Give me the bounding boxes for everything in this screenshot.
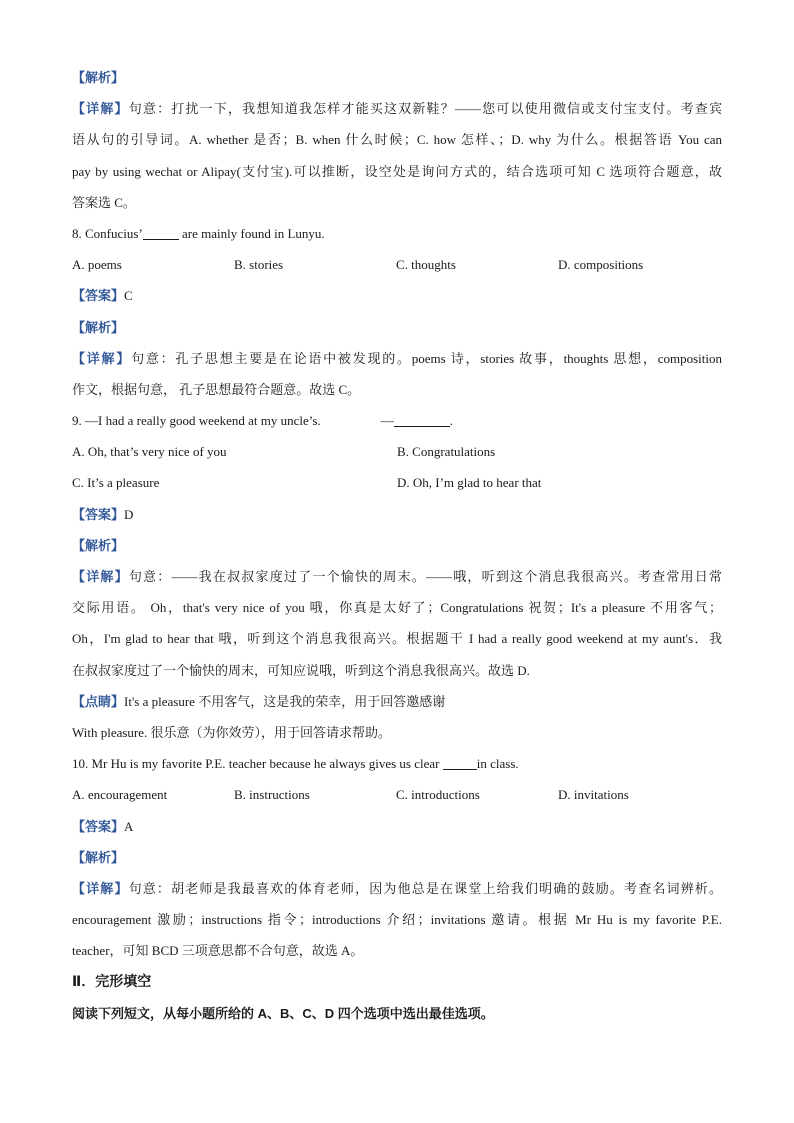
q10-option-c: C. introductions (396, 787, 480, 803)
section-directions: 阅读下列短文，从每小题所给的 A、B、C、D 四个选项中选出最佳选项。 (72, 1005, 494, 1021)
q7-detail-line-2: 语从句的引导词。A. whether 是否；B. when 什么时候；C. how 怎样、；D. why 为什么。根据答语 You can (72, 132, 722, 148)
q9-tip-line-1: 【点睛】It's a pleasure 不用客气，这是我的荣幸，用于回答邀感谢 (72, 693, 446, 709)
q9-options-row-1 (72, 436, 722, 467)
q8-stem: 8. Confucius’ are mainly found in Lunyu. (72, 225, 325, 241)
q8-answer: 【答案】C (72, 288, 133, 304)
q9-options-row-2 (72, 467, 722, 498)
page-content (72, 62, 722, 1029)
q8-analysis-label: 【解析】 (72, 319, 125, 335)
q8-detail-line-1: 【详解】句意：孔子思想主要是在论语中被发现的。poems 诗，stories 故事，thoughts 思想，composition (72, 350, 722, 366)
q9-detail-line-1: 【详解】句意：——我在叔叔家度过了一个愉快的周末。——哦，听到这个消息我很高兴。考查常用日常 (72, 569, 722, 584)
q9-tip-line-2: With pleasure. 很乐意（为你效劳），用于回答请求帮助。 (72, 724, 392, 740)
q10-stem: 10. Mr Hu is my favorite P.E. teacher because he always gives us clear in class. (72, 756, 519, 772)
q10-options (72, 779, 722, 810)
q9-analysis-label: 【解析】 (72, 537, 125, 553)
q10-detail-line-1: 【详解】句意：胡老师是我最喜欢的体育老师，因为他总是在课堂上给我们明确的鼓励。考查名词辨析。 (72, 880, 722, 896)
q7-detail-line-3: pay by using wechat or Alipay(支付宝).可以推断，设空处是询问方式的，结合选项可知 C 选项符合题意，故 (72, 163, 722, 179)
q7-detail-line-1: 【详解】句意：打扰一下，我想知道我怎样才能买这双新鞋？——您可以使用微信或支付宝支付。考查宾 (72, 101, 722, 117)
q8-option-c: C. thoughts (396, 257, 456, 273)
q9-answer: 【答案】D (72, 506, 134, 522)
q10-option-a: A. encouragement (72, 787, 168, 803)
q9-detail-line-2: 交际用语。 Oh，that's very nice of you 哦，你真是太好了；Congratulations 祝贺；It's a pleasure 不用客气； (72, 600, 722, 616)
q9-option-c: C. It’s a pleasure (72, 475, 160, 491)
q8-detail-line-2: 作文，根据句意， 孔子思想最符合题意。故选 C。 (72, 381, 361, 397)
q8-option-a: A. poems (72, 257, 122, 273)
q9-detail-line-4: 在叔叔家度过了一个愉快的周末，可知应说哦，听到这个消息我很高兴。故选 D. (72, 662, 530, 678)
q9-detail-line-3: Oh，I'm glad to hear that 哦，听到这个消息我很高兴。根据题干 I had a really good weekend at my aunt's．我 (72, 631, 722, 647)
q9-option-d: D. Oh, I’m glad to hear that (397, 475, 542, 491)
q7-analysis-label: 【解析】 (72, 70, 125, 85)
q9-option-a: A. Oh, that’s very nice of you (72, 444, 227, 460)
q10-analysis-label: 【解析】 (72, 849, 125, 865)
section-title: Ⅱ．完形填空 (72, 973, 152, 990)
q8-option-b: B. stories (234, 257, 284, 273)
q10-detail-line-3: teacher，可知 BCD 三项意思都不合句意，故选 A。 (72, 943, 364, 959)
q9-option-b: B. Congratulations (397, 444, 496, 460)
q8-options (72, 249, 722, 280)
q9-blank (394, 412, 450, 427)
q9-stem: 9. —I had a really good weekend at my uncle’s. — . (72, 413, 453, 429)
q7-detail-line-4: 答案选 C。 (72, 194, 136, 210)
q10-blank (443, 755, 477, 770)
q10-detail-line-2: encouragement 激励；instructions 指令；introductions 介绍；invitations 邀请。根据 Mr Hu is my favorite P.E. (72, 912, 722, 928)
q10-answer: 【答案】A (72, 818, 134, 834)
q8-option-d: D. compositions (558, 257, 644, 273)
q10-option-b: B. instructions (234, 787, 310, 803)
q10-option-d: D. invitations (558, 787, 629, 803)
q8-blank (143, 225, 179, 240)
